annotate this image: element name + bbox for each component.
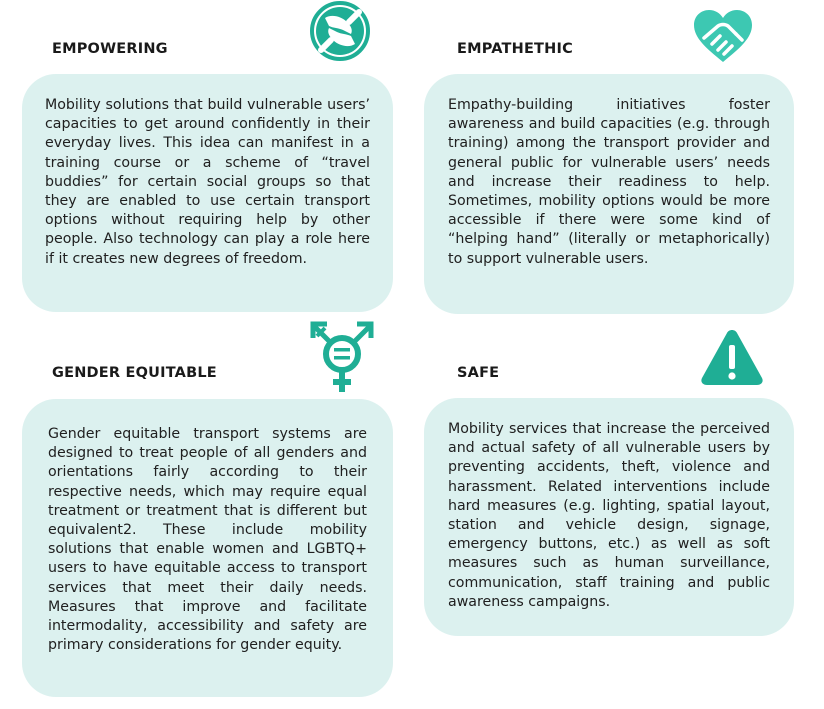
empowering-heading: EMPOWERING xyxy=(52,41,168,57)
empowering-card xyxy=(22,74,393,312)
empathetic-card xyxy=(424,74,794,314)
empathetic-text: Empathy-building initiatives foster awareness and build capacities (e.g. through training) among the transport provider and general public for vulnerable users’ needs and increase their readiness to help. Sometimes, mobility options would be more accessible if there were some kind of “helping hand” (literally or metaphorically) to support vulnerable users. xyxy=(448,97,770,267)
gender-heading: GENDER EQUITABLE xyxy=(52,365,217,381)
safe-text: Mobility services that increase the perceived and actual safety of all vulnerable users by preventing accidents, theft, violence and harassment. Related interventions include hard measures (e.g. lighting, spatial layout, station and vehicle design, signage, emergency buttons, etc.) as well as soft measures such as human surveillance, communication, staff training and public awareness campaigns. xyxy=(448,421,770,610)
heart-handshake-icon xyxy=(692,8,754,64)
gender-card xyxy=(22,399,393,697)
helping-hands-icon xyxy=(307,0,373,62)
safe-heading: SAFE xyxy=(457,365,500,381)
gender-text: Gender equitable transport systems are designed to treat people of all genders and orientations fairly according to their respective needs, which may require equal treatment or treatment that is different but equivalent2. These include mobility solutions that enable women and LGBTQ+ users to have equitable access to transport services that meet their daily needs. Measures that improve and facilitate intermodality, accessibility and safety are primary considerations for gender equity. xyxy=(48,426,367,654)
warning-triangle-icon xyxy=(699,327,765,387)
empathetic-heading: EMPATHETHIC xyxy=(457,41,573,57)
empowering-text: Mobility solutions that build vulnerable users’ capacities to get around confidently in their everyday lives. This idea can manifest in a training course or a scheme of “travel buddies” for certain social groups so that they are enabled to use certain transport options without requiring help by other people. Also technology can play a role here if it creates new degrees of freedom. xyxy=(45,97,370,267)
safe-card xyxy=(424,398,794,636)
gender-equality-icon xyxy=(307,318,377,396)
